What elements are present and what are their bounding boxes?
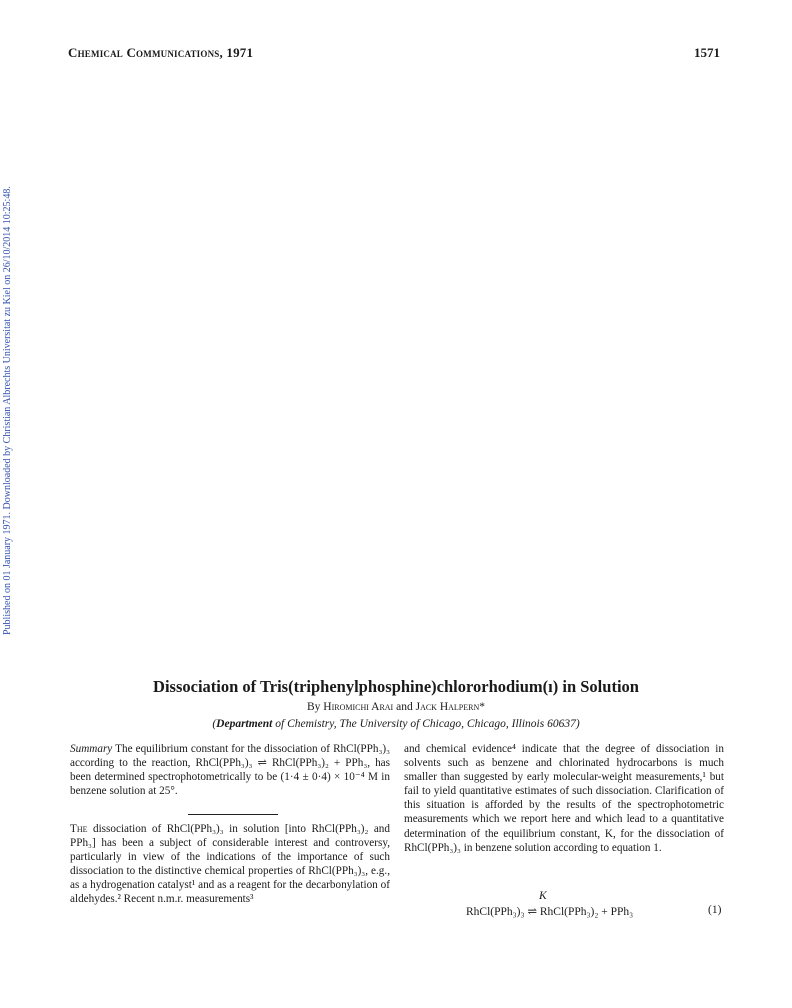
summary-paragraph	[70, 742, 390, 798]
equilibrium-constant-label: K	[539, 890, 547, 902]
author-arai: Hiromichi Arai	[323, 701, 394, 713]
body-right-column: and chemical evidence⁴ indicate that the degree of dissociation in solvents such as benzene and chlorinated hydrocarbons is much smaller than suggested by early molecular-weight measurements,¹ but fail to yield quantitative estimates of such dissociation. Clarification of this situation is afforded by the results of the spectrophotometric measurements which we report here and which lead to a quantitative determination of the equilibrium constant, K, for the dissociation of RhCl(PPh₃)₃ in benzene solution according to equation 1.	[404, 743, 724, 854]
body-lead-caps: The	[70, 823, 88, 835]
running-header-journal: Chemical Communications, 1971	[68, 45, 254, 60]
author-halpern: Jack Halpern	[415, 701, 480, 713]
page-number: 1571	[694, 45, 720, 60]
article-title: Dissociation of Tris(triphenylphosphine)chlororhodium(ı) in Solution	[153, 677, 639, 696]
equation-number: (1)	[708, 904, 722, 916]
body-left-text: dissociation of RhCl(PPh₃)₃ in solution [into RhCl(PPh₃)₂ and PPh₃] has been a subject of considerable interest and controversy, particularly in view of the indications of the importance of such dissociation to the distinctive chemical properties of RhCl(PPh₃)₃, e.g., as a hydrogenation catalyst¹ and as a reagent for the decarbonylation of aldehydes.² Recent n.m.r. measurements³	[70, 823, 390, 906]
summary-divider	[188, 814, 278, 815]
author-line: By Hiromichi Arai and Jack Halpern*	[306, 701, 486, 713]
equation-1: RhCl(PPh₃)₃ ⇌ RhCl(PPh₃)₂ + PPh₃	[466, 906, 634, 918]
summary-text: The equilibrium constant for the dissociation of RhCl(PPh₃)₃ according to the reaction, RhCl(PPh₃)₃ ⇌ RhCl(PPh₃)₂ + PPh₃, has been determined spectrophotometrically to be (1·4 ± 0·4) × 10⁻⁴ M in benzene solution at 25°.	[70, 743, 390, 798]
body-left-column	[70, 822, 390, 907]
affiliation: (Department of Chemistry, The University of Chicago, Chicago, Illinois 60637)	[212, 718, 580, 730]
summary-label: Summary	[70, 743, 113, 755]
